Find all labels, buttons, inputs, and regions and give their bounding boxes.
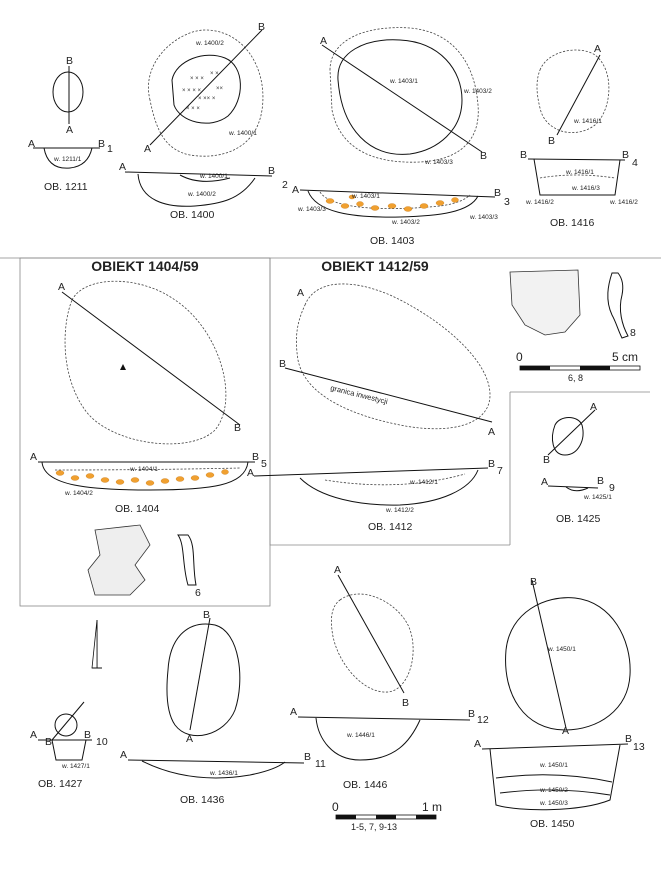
feature-1400 [119, 21, 288, 221]
feature-1427 [30, 702, 108, 790]
title-obiekt-1412: OBIEKT 1412/59 [321, 258, 429, 274]
feature-1403 [292, 28, 510, 247]
label-a2-1412: A [488, 426, 496, 438]
profile-b2-1416: B [622, 149, 630, 161]
pottery-sherd-8 [510, 270, 580, 335]
layer-1436-1: w. 1436/1 [210, 770, 238, 777]
fig-number-5: 5 [261, 458, 267, 470]
svg-text:× × × ×: × × × × [182, 88, 202, 94]
fig-number-12: 12 [477, 714, 489, 726]
layer-1400-2: w. 1400/2 [188, 191, 216, 198]
boundary-label: granica inwestycji [329, 383, 389, 407]
profile-b-1403: B [494, 187, 502, 199]
frame-obiekt-1412 [270, 258, 510, 545]
layer-1403-2: w. 1403/2 [392, 219, 420, 226]
caption-1404: OB. 1404 [115, 503, 160, 515]
frame-obiekt-1404 [20, 258, 270, 606]
profile-b-1436: B [304, 751, 312, 763]
layer-1404-1: w. 1404/1 [130, 466, 158, 473]
layer-1403-1-plan: w. 1403/1 [390, 78, 418, 85]
fig-number-3: 3 [504, 196, 510, 208]
profile-a-1403: A [292, 184, 300, 196]
layer-1400-1-plan: w. 1400/1 [229, 130, 257, 137]
scale-bar-1m [332, 800, 442, 832]
layer-1446-1: w. 1446/1 [347, 732, 375, 739]
caption-1450: OB. 1450 [530, 818, 575, 830]
label-b-1446: B [402, 697, 410, 709]
feature-1450 [474, 576, 645, 830]
layer-1404-2: w. 1404/2 [65, 490, 93, 497]
layer-1450-3: w. 1450/3 [540, 800, 568, 807]
layer-1416-1: w. 1416/1 [566, 169, 594, 176]
feature-1412 [247, 258, 503, 533]
fig-number-11: 11 [315, 758, 326, 770]
label-b-1416: B [548, 135, 556, 147]
fig-number-1: 1 [107, 143, 113, 155]
profile-a-1211: A [28, 138, 36, 150]
layer-1450-2: w. 1450/2 [540, 787, 568, 794]
label-a-1400: A [144, 143, 152, 155]
fig-number-10: 10 [96, 736, 108, 748]
profile-b-1427: B [84, 729, 92, 741]
north-arrow [92, 620, 102, 668]
layer-1211-1: w. 1211/1 [54, 156, 82, 163]
caption-1400: OB. 1400 [170, 209, 215, 221]
profile-a-1450: A [474, 738, 482, 750]
label-b-1412: B [279, 358, 287, 370]
layer-1450-1-plan: w. 1450/1 [548, 646, 576, 653]
layer-1400-1: w. 1400/1 [200, 173, 228, 180]
scale-bar-5cm [516, 350, 640, 383]
label-b-1425: B [543, 454, 551, 466]
scale-small-end: 5 cm [612, 350, 639, 364]
label-b-1211: B [66, 55, 74, 67]
fig-number-7: 7 [497, 465, 503, 477]
title-obiekt-1404: OBIEKT 1404/59 [91, 258, 199, 274]
label-a-1446: A [334, 564, 342, 576]
layer-1403-3-right: w. 1403/3 [470, 214, 498, 221]
svg-text:× ×× ×: × ×× × [198, 96, 216, 102]
label-a-1425: A [590, 401, 598, 413]
label-a-1436: A [186, 733, 194, 745]
layer-1416-3: w. 1416/3 [572, 185, 600, 192]
profile-a-1436: A [120, 749, 128, 761]
scale-large-end: 1 m [422, 800, 443, 814]
profile-b-1446: B [468, 708, 476, 720]
layer-1400-2-plan: w. 1400/2 [196, 40, 224, 47]
fig-number-4: 4 [632, 157, 638, 169]
profile-a-1412: A [247, 467, 255, 479]
label-b-1436: B [203, 609, 211, 621]
label-a-1450: A [562, 725, 570, 737]
caption-1412: OB. 1412 [368, 521, 413, 533]
profile-a-1400: A [119, 161, 127, 173]
scale-large-zero: 0 [332, 800, 339, 814]
layer-1427-1: w. 1427/1 [62, 763, 90, 770]
layer-1403-1: w. 1403/1 [352, 193, 380, 200]
profile-b-1425: B [597, 475, 605, 487]
fig-number-9: 9 [609, 482, 615, 494]
fig-number-13: 13 [633, 741, 645, 753]
label-b-1403: B [480, 150, 488, 162]
caption-1211: OB. 1211 [44, 181, 88, 193]
profile-b-1211: B [98, 138, 106, 150]
layer-1416-2-right: w. 1416/2 [610, 199, 638, 206]
layer-1403-2-plan: w. 1403/2 [464, 88, 492, 95]
label-b-1404: B [234, 422, 242, 434]
profile-b-1416: B [520, 149, 528, 161]
layer-1403-3-left: w. 1403/3 [298, 206, 326, 213]
layer-1403-3-plan: w. 1403/3 [425, 159, 453, 166]
layer-1412-1: w. 1412/1 [410, 479, 438, 486]
fig-number-8: 8 [630, 327, 636, 339]
label-a-1404: A [58, 281, 66, 293]
scale-small-caption: 6, 8 [568, 373, 584, 383]
sherd-8-group [510, 270, 640, 383]
caption-1425: OB. 1425 [556, 513, 601, 525]
svg-text:× ×: × × [210, 71, 219, 77]
layer-1412-2: w. 1412/2 [386, 507, 414, 514]
label-b-1400: B [258, 21, 266, 33]
profile-b-1404: B [252, 451, 260, 463]
label-a-1412: A [297, 287, 305, 299]
profile-a-1427: A [30, 729, 38, 741]
feature-1416 [520, 43, 638, 229]
sherd-profile-8 [608, 273, 628, 338]
scale-large-caption: 1-5, 7, 9-13 [351, 822, 398, 832]
profile-b-1400: B [268, 165, 276, 177]
layer-1416-1-plan: w. 1416/1 [574, 118, 602, 125]
feature-1404 [30, 258, 267, 599]
svg-text:× × ×: × × × [186, 106, 200, 112]
label-b-1450: B [530, 576, 538, 588]
profile-a-1425: A [541, 476, 549, 488]
caption-1436: OB. 1436 [180, 794, 225, 806]
layer-1416-2-left: w. 1416/2 [526, 199, 554, 206]
svg-text:××: ×× [216, 86, 224, 92]
feature-1425 [541, 401, 615, 525]
feature-1446 [290, 564, 489, 832]
fig-number-6: 6 [195, 587, 201, 599]
scale-small-zero: 0 [516, 350, 523, 364]
caption-1446: OB. 1446 [343, 779, 388, 791]
layer-1425-1: w. 1425/1 [584, 494, 612, 501]
feature-1211 [28, 55, 113, 193]
fig-number-2: 2 [282, 179, 288, 191]
label-a-1416: A [594, 43, 602, 55]
profile-a-1404: A [30, 451, 38, 463]
label-a-1211: A [66, 124, 74, 136]
caption-1416: OB. 1416 [550, 217, 595, 229]
profile-b-1412: B [488, 458, 496, 470]
pottery-sherd-6 [88, 525, 150, 595]
profile-b-1450: B [625, 733, 633, 745]
sherd-profile-6 [178, 535, 196, 585]
caption-1427: OB. 1427 [38, 778, 83, 790]
profile-a-1446: A [290, 706, 298, 718]
svg-text:× × ×: × × × [190, 76, 204, 82]
label-b-1427: B [45, 736, 53, 748]
caption-1403: OB. 1403 [370, 235, 415, 247]
label-a-1403: A [320, 35, 328, 47]
layer-1450-1: w. 1450/1 [540, 762, 568, 769]
